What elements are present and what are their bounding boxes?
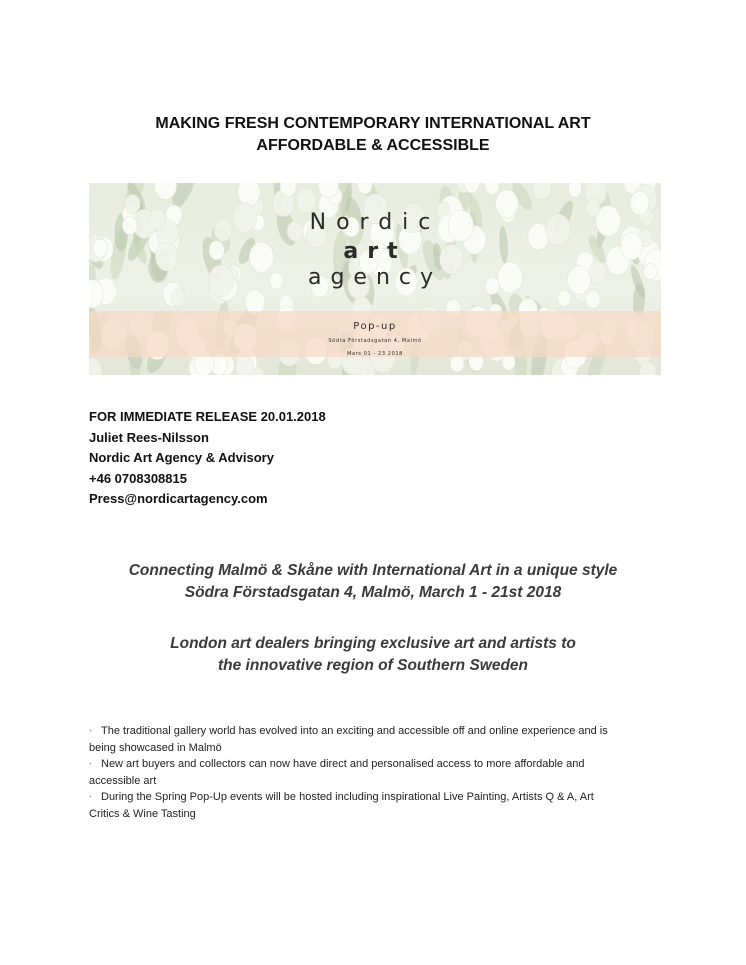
headline (0, 113, 746, 157)
subheading-connecting (0, 560, 746, 604)
subheading-london-line-2: the innovative region of Southern Sweden (217, 657, 529, 674)
bullet-text-line-1: During the Spring Pop-Up events will be hosted including inspirational Live Painting, Artists Q & A, Art (101, 791, 594, 803)
bullet-list (89, 723, 659, 822)
contact-company: Nordic Art Agency & Advisory (89, 450, 274, 465)
contact-phone: +46 0708308815 (89, 470, 187, 486)
subheading-connecting-line-1: Connecting Malmö & Skåne with International Art in a unique style (128, 562, 618, 579)
popup-title: Pop-up (353, 321, 397, 332)
release-line: FOR IMMEDIATE RELEASE 20.01.2018 (89, 409, 326, 424)
bullet-text-line-2: accessible art (89, 774, 157, 787)
bullet-text-line-2: being showcased in Malmö (89, 741, 222, 754)
list-item (89, 789, 659, 822)
contact-name: Juliet Rees-Nilsson (89, 429, 209, 445)
subheading-connecting-line-2: Södra Förstadsgatan 4, Malmö, March 1 - 21st 2018 (184, 584, 562, 601)
bullet-dot: · (89, 792, 92, 801)
subheading-london-line-1: London art dealers bringing exclusive art and artists to (170, 635, 576, 652)
headline-line-1: MAKING FRESH CONTEMPORARY INTERNATIONAL ART (155, 115, 591, 132)
list-item (89, 723, 659, 756)
bullet-text-line-2: Critics & Wine Tasting (89, 807, 196, 820)
bullet-text-line-1: The traditional gallery world has evolved into an exciting and accessible off and online experience and is (101, 725, 608, 737)
banner-image (89, 183, 661, 375)
logo-agency: agency (307, 265, 443, 290)
subheading-london (0, 633, 746, 677)
bullet-text-line-1: New art buyers and collectors can now have direct and personalised access to more affordable and (101, 758, 585, 770)
list-item (89, 756, 659, 789)
headline-line-2: AFFORDABLE & ACCESSIBLE (256, 137, 490, 154)
popup-address: Södra Förstadsgatan 4, Malmö (328, 338, 422, 344)
logo-art: art (343, 239, 407, 264)
bullet-dot: · (89, 726, 92, 735)
popup-dates: Mars 01 - 23 2018 (347, 351, 403, 357)
logo-nordic: Nordic (309, 210, 441, 235)
contact-block (89, 407, 326, 510)
bullet-dot: · (89, 759, 92, 768)
contact-email: Press@nordicartagency.com (89, 491, 268, 506)
